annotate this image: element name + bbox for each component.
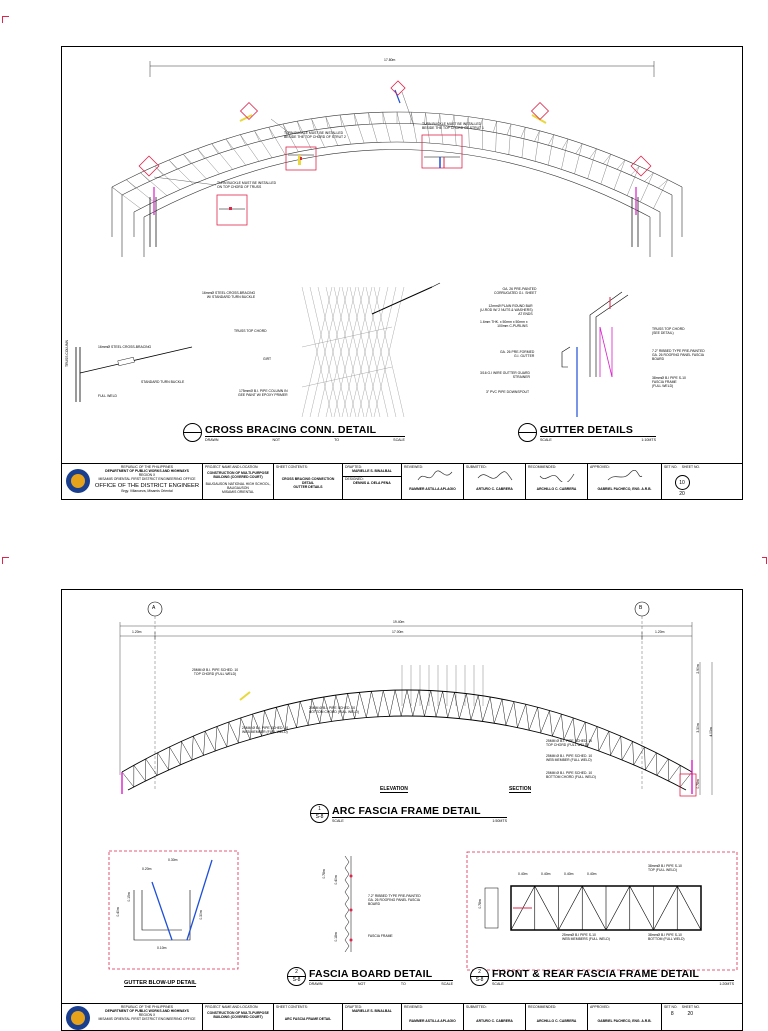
truss-web-member [597,726,599,751]
truss-web-member [631,166,640,175]
truss-web-member [601,154,611,184]
frame-diagonal [535,886,559,930]
label-round-bar: 12mmØ PLAIN ROUND BAR (U-ROD W/ 2 NUTS & WASHERS) AT ENDS [480,305,533,317]
dim-right-v1: 2.90m [697,664,701,673]
label-downspout: 3" PVC PIPE DOWNSPOUT [486,391,529,395]
truss-web-member [645,173,654,182]
truss-web-member [617,160,625,169]
label-cross-bracing: 16mmØ STEEL CROSS-BRACING W/ STANDARD TURN BUCKLE [202,292,255,300]
dim-total: 19.40m [393,621,404,625]
truss-web-member [431,691,436,717]
span-dimension: 17.80m [384,59,395,63]
truss-web-member [657,759,668,775]
agency-block: REPUBLIC OF THE PHILIPPINES DEPARTMENT OF PUBLIC WORKS AND HIGHWAYS REGION X MISAMIS ORIENTAL FIRST DISTRICT ENGINEERING OFFICE [62,1004,203,1030]
truss-web-member [146,759,157,775]
truss-web-member [541,711,550,733]
fascia-dim: 0.18m [335,932,339,941]
note-turnbuckle-strut1: TURN BUCKLE MUST BE INSTALLED BESIDE THE TOP CHORD OF STRUT 1 [422,123,484,131]
truss-web-member [621,736,622,760]
truss-web-member [506,702,514,726]
frame-diagonal [606,886,630,930]
truss-web-member [326,117,329,128]
truss-web-member [419,690,425,716]
label-column-side: TRUSS COLUMN [66,340,70,367]
truss-web-member [240,135,259,162]
truss-web-member [459,694,466,719]
label-section-web: 25MM Ø B.I. PIPE SCHED. 10 WEB MEMBER (FULL WELD) [546,755,592,763]
frame-diagonal [559,886,583,930]
truss-web-member [633,741,634,764]
truss-web-member [478,695,482,721]
truss-web-member [509,124,511,155]
truss-web-member [300,702,308,726]
dpwh-seal-icon [66,1006,90,1030]
truss-web-member [366,691,371,717]
gutter-dim: 0.30m [168,859,177,863]
truss-web-member [238,718,240,743]
truss-web-member [255,131,273,158]
truss-web-member [576,144,583,154]
truss-web-member [669,765,681,781]
truss-web-member [610,736,620,755]
title-cross-bracing: CROSS BRACING CONN. DETAIL DRAWN NOT TO SCALE [183,423,405,442]
truss-web-member [455,692,460,718]
label-fascia-board: 7.2" RIBBED TYPE PRE-PAINTED GA. 26 ROOFING PANEL FASCIA BOARD [652,350,705,362]
spacing-dim: 0.40m [541,873,550,877]
truss-web-member [634,747,645,765]
spacing-dim: 0.40m [564,873,573,877]
truss-web-member [603,154,611,164]
signature-submitted [476,470,514,482]
frame-diagonal [654,886,678,930]
truss-web-member [575,144,583,174]
frame-diagonal [630,886,654,930]
label-full-weld: FULL WELD [98,395,117,399]
truss-web-member [354,114,364,143]
dim-left: 1.20m [132,631,141,635]
truss-web-member [614,160,625,190]
label-fascia-frame: 38mmØ B.I PIPE S-10 FASCIA FRAME (FULL WELD) [652,377,686,389]
truss-web-member [204,731,206,755]
truss-web-member [561,139,568,169]
truss-web-member [227,722,229,747]
signature-approved [606,470,644,482]
truss-web-member [226,139,246,165]
truss-web-member [658,180,668,188]
truss-web-member [411,112,416,142]
truss-web-member [360,692,367,717]
label-c-purlins: 1.6mm THK. x 50mm x 50mm x 100mm C-PURLINS [480,321,528,329]
gutter-dim: 0.10m [157,947,166,951]
truss-web-member [158,753,169,770]
truss-web-member [169,160,177,169]
truss-web-member [371,691,378,717]
truss-web-member [193,736,203,755]
label-arc-web-member: 25MM Ø B.I. PIPE SCHED. 10 WEB MEMBER (FULL WELD) [242,727,288,735]
truss-web-member [240,135,246,145]
title-front-rear-frame: 2 S-8 FRONT & REAR FASCIA FRAME DETAIL SCALE 1:20MTS [470,967,734,986]
dim-right-v3: 4.03m [710,727,714,736]
truss-web-member [155,166,164,175]
label-gutter-top-chord: TRUSS TOP CHORD (SEE DETAIL) [652,328,685,336]
truss-web-member [215,726,217,751]
agency-block: REPUBLIC OF THE PHILIPPINES DEPARTMENT OF PUBLIC WORKS AND HIGHWAYS REGION X MISAMIS ORIENTAL FIRST DISTRICT ENGINEERING OFFICE OFFICE OF THE DISTRICT ENGINEER Brgy. Villanueva, Misamis Oriental [62,464,203,499]
bracing-member [302,367,392,387]
truss-web-member [122,772,134,787]
truss-web-member [378,691,383,717]
truss-web-member [483,697,491,721]
truss-web-member [609,731,611,755]
crop-mark [762,557,767,564]
dim-mid: 17.00m [392,631,403,635]
spacing-dim: 0.40m [587,873,596,877]
label-frame-web: 25mmØ B.I PIPE S-10 WEB MEMBERS (FULL WELD) [562,934,610,942]
truss-web-member [526,704,529,730]
gutter-dim: 0.40m [117,907,121,916]
truss-web-member [550,711,553,737]
label-frame-bottom: 38mmØ B.I PIPE S-10 BOTTOM (FULL WELD) [648,934,685,942]
truss-web-member [134,765,146,781]
crop-mark [2,557,9,564]
truss-web-member [397,112,404,142]
truss-web-member [588,149,597,179]
frame-diagonal [582,886,606,930]
truss-web-member [564,718,573,740]
truss-web-member [493,121,497,132]
truss-web-member [217,726,227,746]
truss-web-member [157,753,158,776]
label-corrugated-sheet: GA. 26 PRE-PAINTED CORRUGATED G.I. SHEET [494,288,537,296]
truss-web-member [369,113,378,143]
label-gutter-guard: 3/16 G.I WIRE GUTTER GUARD STRAINER [480,372,530,380]
title-fascia-board: 2 S-8 FASCIA BOARD DETAIL DRAWN NOT TO SCALE [287,967,453,986]
truss-web-member [288,704,296,727]
truss-web-member [390,690,396,716]
fascia-dim: 0.78m [323,869,327,878]
truss-web-member [517,704,525,727]
truss-web-member [436,691,443,717]
truss-web-member [656,753,657,776]
gutter-dim: 0.20m [142,868,151,872]
title-block: REPUBLIC OF THE PHILIPPINES DEPARTMENT OF PUBLIC WORKS AND HIGHWAYS REGION X MISAMIS ORIENTAL FIRST DISTRICT ENGINEERING OFFICE OFFICE OF THE DISTRICT ENGINEER Brgy. Villanueva, Misamis Oriental PROJECT NAME AND LOCATION: CONSTRUCTION OF MULTI-PURPOSE BUILDING (COVERED COURT) BAUGAUSON NATIONAL HIGH SCHOOL, BAUGAUSON MISAMIS ORIENTAL SHEET CONTENTS: CROSS BRACING CONNECTION DETAIL GUTTER DETAILS DRAFTED: MARIELLE S. BINALBAL DESIGNED: DENNIS A. DELA PENA REVIEWED: RAMMER ASTILLA APLAGIO SUBMITTED: ARTURO C. CABRERA RECOMMENDED: ARCHILLO C. CABRERA APPROVED: GABRIEL PACHECO, ENG. A.R.B. SET NO. SHEET NO. 10 20 [62,463,742,499]
truss-web-member [198,149,220,174]
signature-reviewed [416,470,454,482]
truss-web-member [229,722,239,743]
label-arc-top-chord: 25MM Ø B.I. PIPE SCHED. 10 TOP CHORD (FULL WELD) [192,669,238,677]
truss-web-member [255,131,260,142]
truss-web-member [183,154,191,164]
section-marker [518,423,537,442]
truss-web-member [562,139,568,149]
truss-web-member [269,127,274,138]
label-girt: GIRT [263,358,271,362]
section-marker: 2 S-8 [287,967,306,986]
note-turnbuckle-strut2: TURN BUCKLE MUST BE INSTALLED BESIDE THE TOP CHORD OF STRUT 2 [284,132,346,140]
truss-web-member [183,154,206,179]
truss-web-member [627,166,639,195]
label-arc-bottom-chord: 25MM Ø B.I. PIPE SCHED. 10 BOTTOM CHORD (FULL WELD) [309,707,359,715]
truss-web-member [395,690,401,716]
truss-web-member [112,187,122,195]
truss-web-member [212,144,233,170]
truss-web-member [645,747,646,770]
truss-web-member [192,736,193,760]
truss-web-member [169,747,170,770]
label-gi-gutter: GA. 26 PRE-FORMED G.I. GUTTER [500,351,534,359]
label-frame-top: 38mmØ B.I PIPE S-10 TOP (FULL WELD) [648,865,682,873]
label-section-top: 25MM Ø B.I. PIPE SCHED. 10 TOP CHORD (FULL WELD) [546,740,592,748]
truss-web-member [407,690,413,716]
truss-web-member [640,173,653,202]
dim-right-v4: 0.78m [697,779,701,788]
gutter-dim: 0.30m [200,910,204,919]
truss-web-member [471,695,478,720]
dpwh-seal-icon [66,469,90,493]
dim-right-v2: 3.30m [697,723,701,732]
truss-web-member [561,714,564,739]
truss-web-member [226,139,232,149]
truss-web-member [653,180,667,209]
elevation-label: ELEVATION [380,786,408,793]
truss-web-member [424,691,430,717]
title-arc-fascia-frame: 1 S-8 ARC FASCIA FRAME DETAIL SCALE 1:50MTS [310,804,507,823]
signature-recommended [538,470,576,482]
frame-height-dim: 0.78m [479,899,483,908]
drawing-sheet-2 [61,589,743,1031]
truss-web-member [552,714,561,736]
dim-right: 1.20m [655,631,664,635]
truss-web-member [340,115,342,126]
truss-web-member [181,741,192,760]
gutter-dim: 0.15m [128,892,132,901]
truss-web-member [269,127,285,154]
truss-web-member [496,121,497,152]
section-marker [183,423,202,442]
truss-web-member [413,690,419,716]
truss-web-member [383,112,391,142]
truss-web-member [514,702,518,728]
truss-web-member [180,741,181,764]
truss-web-member [297,702,301,728]
label-standard-turnbuckle: STANDARD TURN BUCKLE [141,381,184,385]
title-block: REPUBLIC OF THE PHILIPPINES DEPARTMENT OF PUBLIC WORKS AND HIGHWAYS REGION X MISAMIS ORIENTAL FIRST DISTRICT ENGINEERING OFFICE PROJECT NAME AND LOCATION: CONSTRUCTION OF MULTI-PURPOSE BUILDING (COVERED COURT) SHEET CONTENTS: ARC FASCIA FRAME DETAIL DRAFTED: MARIELLE S. BINALBAL REVIEWED: RAMMER ASTILLA APLAGIO SUBMITTED: ARTURO C. CABRERA RECOMMENDED: ARCHILLO C. CABRERA APPROVED: GABRIEL PACHECO, ENG. A.R.B. SET NO. SHEET NO. 8 20 [62,1003,742,1030]
truss-web-member [494,699,502,723]
label-truss-top-chord: TRUSS TOP CHORD [234,330,267,334]
truss-web-member [548,135,554,165]
label-fascia-frame2: FASCIA FRAME [368,935,393,939]
truss-web-member [141,173,150,182]
truss-web-member [590,149,597,159]
section-marker: 2 S-8 [470,967,489,986]
frame-diagonal [677,886,701,930]
truss-web-member [645,753,656,770]
drawing-sheet-1 [61,46,743,500]
truss-web-member [212,144,219,154]
section-marker: 1 S-8 [310,804,329,823]
crop-mark [2,16,9,23]
truss-web-member [466,694,471,720]
note-turnbuckle-truss: TURN BUCKLE MUST BE INSTALLED ON TOP CHORD OF TRUSS [217,182,276,190]
section-label: SECTION [509,786,531,793]
grid-bubble-a: A [152,605,155,611]
truss-web-member [448,692,455,717]
label-fascia-panel: 7.2" RIBBED TYPE PRE-PAINTED GA. 26 ROOFING PANEL FASCIA BOARD [368,895,421,907]
truss-web-member [538,707,541,733]
truss-web-member [198,149,205,159]
spacing-dim: 0.40m [518,873,527,877]
truss-web-member [490,697,494,723]
truss-web-member [205,731,215,751]
label-steel-cross-bracing: 16mmØ STEEL CROSS-BRACING [98,346,151,350]
truss-web-member [599,731,609,751]
truss-web-member [529,707,538,730]
label-pipe-column: 175mmØ B.I. PIPE COLUMN IN GEE PAINT W/ EPOXY PRIMER [238,390,288,398]
truss-web-member [522,127,525,158]
truss-web-member [126,180,136,188]
grid-bubble-b: B [639,605,642,611]
title-gutter-details: GUTTER DETAILS SCALE 1:10MTS [518,423,656,442]
fascia-dim: 0.40m [335,875,339,884]
truss-web-member [383,691,389,717]
title-gutter-blowup: GUTTER BLOW-UP DETAIL [124,980,196,987]
label-section-bottom: 25MM Ø B.I. PIPE SCHED. 10 BOTTOM CHORD (FULL WELD) [546,772,596,780]
truss-web-member [502,699,506,725]
truss-web-member [622,741,633,760]
truss-web-member [170,747,181,765]
